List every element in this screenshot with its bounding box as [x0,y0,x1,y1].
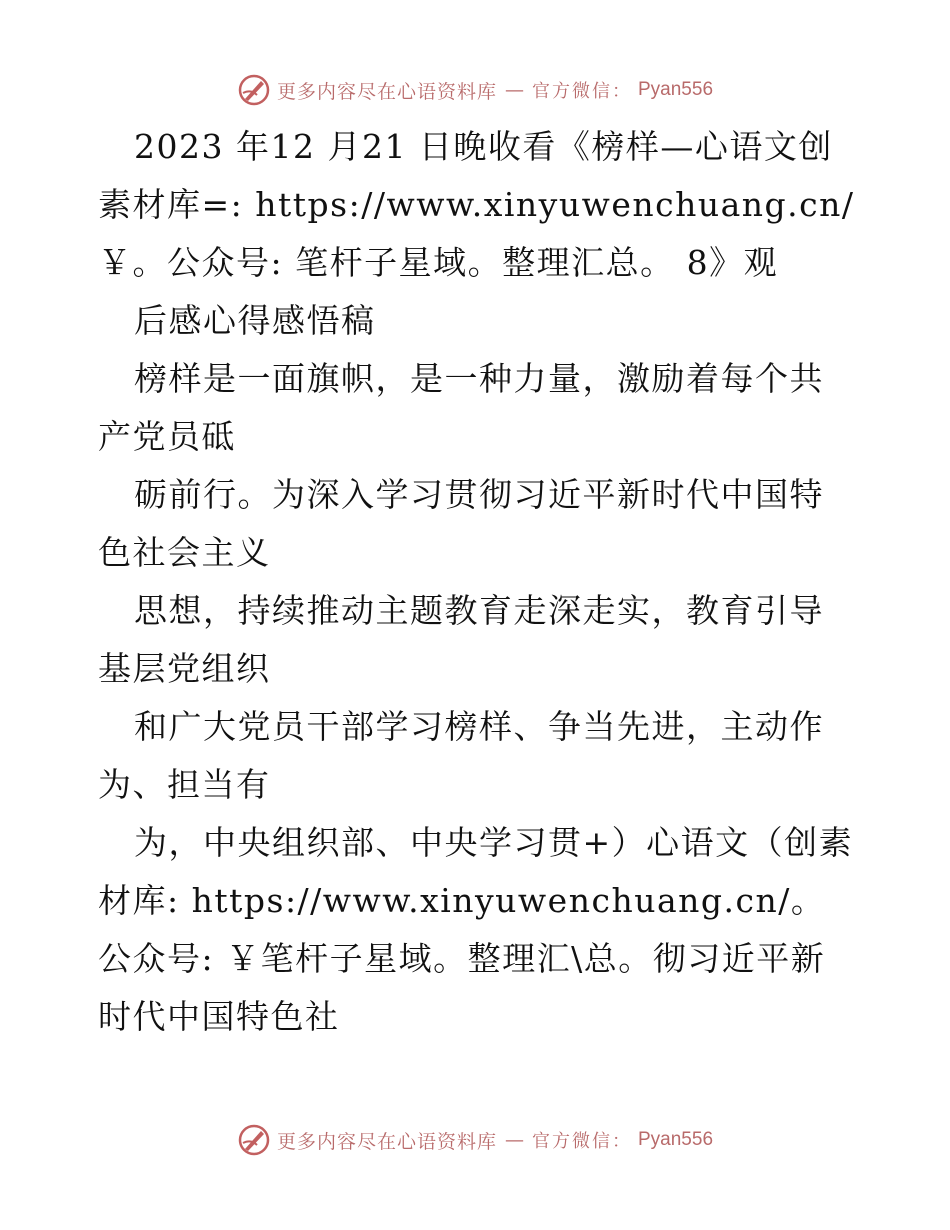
paragraph: 思想，持续推动主题教育走深走实，教育引导基层党组织 [98,591,824,688]
paragraph: 和广大党员干部学习榜样、争当先进，主动作为、担当有 [98,707,824,804]
footer-watermark-banner [0,1118,950,1162]
header-wechat-label: 官方微信： [532,81,632,102]
paragraph: 砺前行。为深入学习贯彻习近平新时代中国特色社会主义 [98,475,824,572]
footer-brand-text: 更多内容尽在心语资料库 [276,1130,497,1153]
header-watermark-banner [0,68,950,112]
paragraph: 2023 年12 月21 日晚收看《榜样—心语文创素材库=: https://www.xinyuwenchuang.cn/￥。公众号: 笔杆子星域。整理汇总。 8》观 [98,127,855,282]
footer-wechat-label: 官方微信： [532,1131,632,1152]
header-brand-text: 更多内容尽在心语资料库 [276,80,497,103]
footer-separator: — [505,1129,524,1151]
quill-pen-icon [237,1123,271,1157]
document-body [98,118,858,1046]
footer-wechat-id: Pyan556 [638,1129,714,1150]
paragraph: 后感心得感悟稿 [134,301,376,340]
quill-pen-icon [237,73,271,107]
header-separator: — [505,79,524,101]
paragraph: 榜样是一面旗帜，是一种力量，激励着每个共产党员砥 [98,359,824,456]
header-wechat-id: Pyan556 [638,79,714,100]
paragraph: 为，中央组织部、中央学习贯+）心语文（创素材库: https://www.xinyuwenchuang.cn/。公众号: ￥笔杆子星域。整理汇\总。彻习近平新时代中国特色社 [98,823,854,1036]
